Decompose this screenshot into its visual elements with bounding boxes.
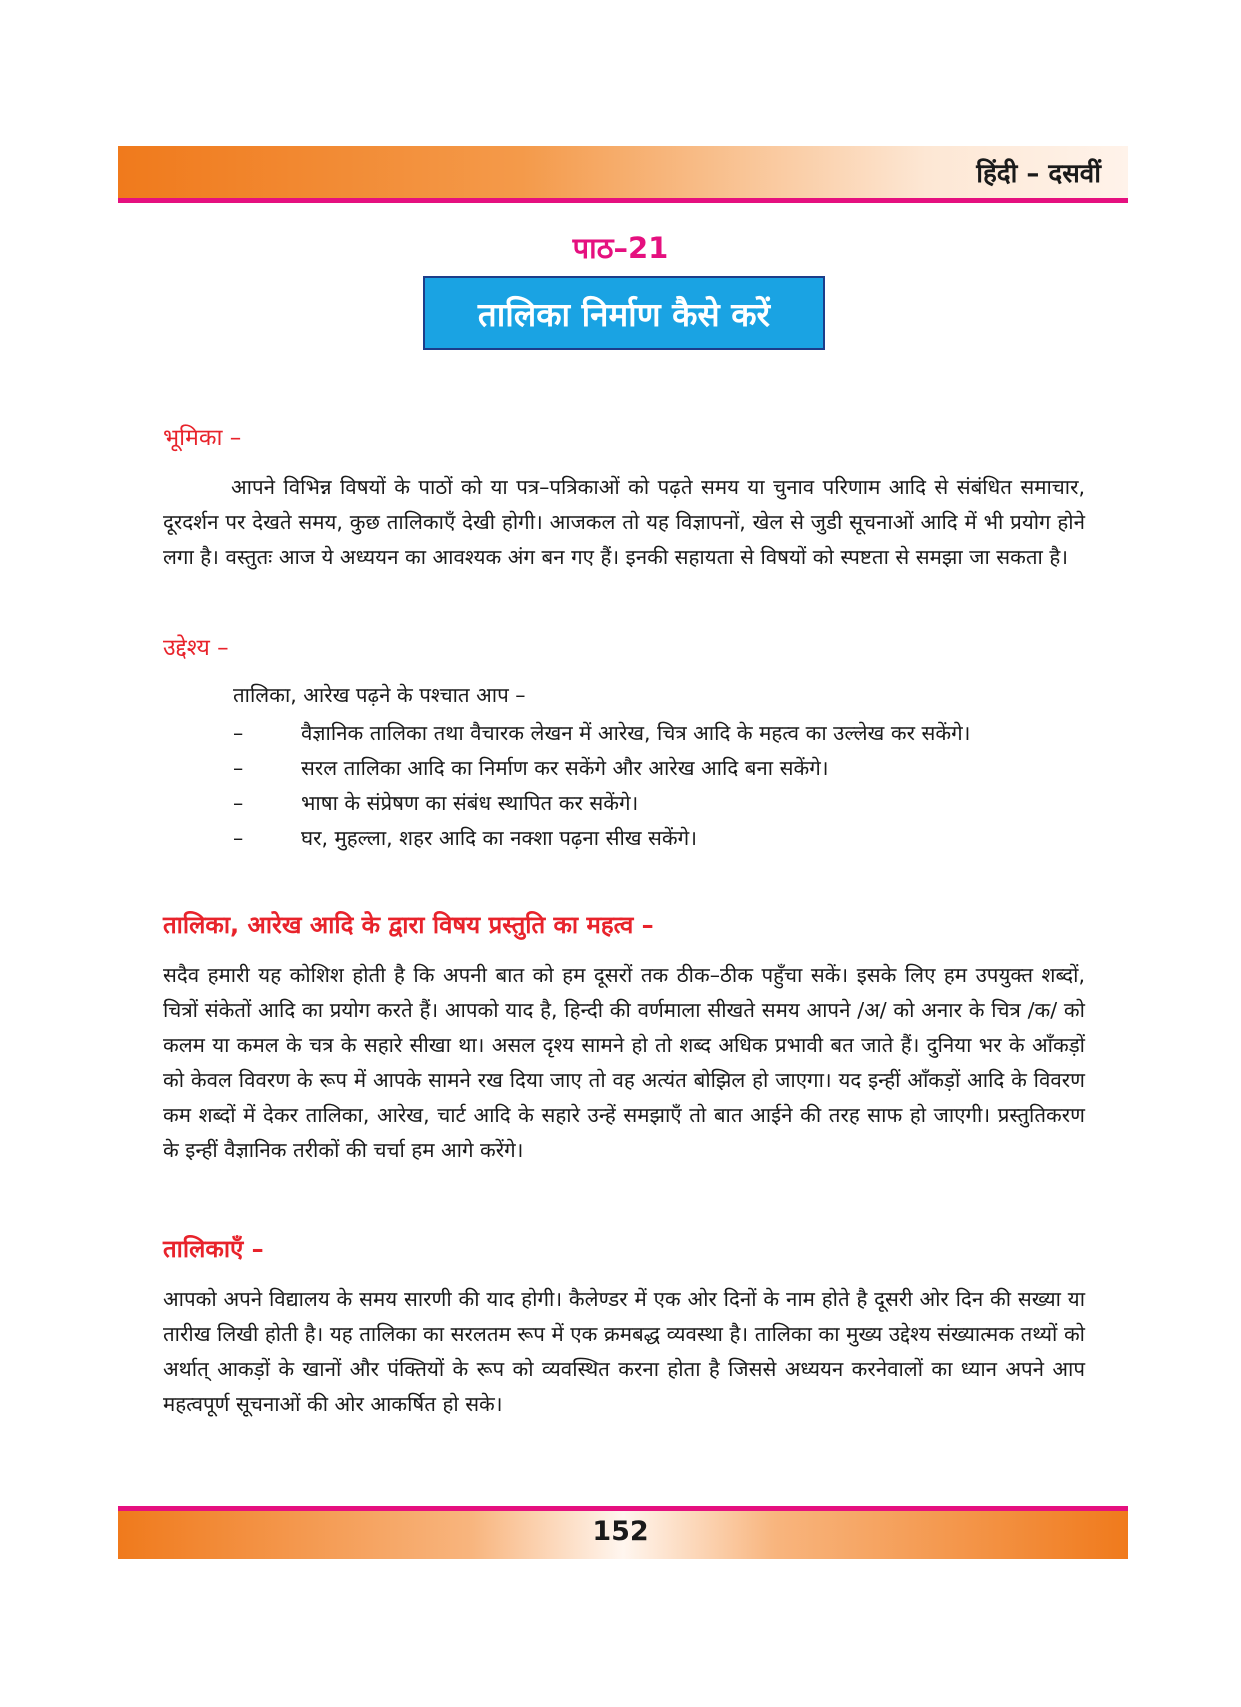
objective-text: सरल तालिका आदि का निर्माण कर सकेंगे और आरेख आदि बना सकेंगे। <box>301 756 829 780</box>
objectives-list <box>233 716 970 856</box>
objective-text: भाषा के संप्रेषण का संबंध स्थापित कर सकेंगे। <box>301 791 639 815</box>
importance-paragraph: सदैव हमारी यह कोशिश होती है कि अपनी बात को हम दूसरों तक ठीक–ठीक पहुँचा सकें। इसके लिए हम उपयुक्त शब्दों, चित्रों संकेतों आदि का प्रयोग करते हैं। आपको याद है, हिन्दी की वर्णमाला सीखते समय आपने /अ/ को अनार के चित्र /क/ को कलम या कमल के चत्र के सहारे सीखा था। असल दृश्य सामने हो तो शब्द अधिक प्रभावी बत जाते हैं। दुनिया भर के आँकड़ों को केवल विवरण के रूप में आपके सामने रख दिया जाए तो वह अत्यंत बोझिल हो जाएगा। यद इन्हीं आँकड़ों आदि के विवरण कम शब्दों में देकर तालिका, आरेख, चार्ट आदि के सहारे उन्हें समझाएँ तो बात आईने की तरह साफ हो जाएगी। प्रस्तुतिकरण के इन्हीं वैज्ञानिक तरीकों की चर्चा हम आगे करेंगे। <box>163 963 1085 1162</box>
objectives-intro: तालिका, आरेख पढ़ने के पश्चात आप – <box>233 683 526 707</box>
chapter-title-box <box>423 276 825 350</box>
objective-item <box>233 821 970 856</box>
objective-dash: – <box>233 826 244 850</box>
introduction-heading: भूमिका – <box>163 425 242 451</box>
chapter-number: पाठ–21 <box>572 231 669 265</box>
book-title: हिंदी – दसवीं <box>976 159 1101 189</box>
tables-paragraph: आपको अपने विद्यालय के समय सारणी की याद होगी। कैलेण्डर में एक ओर दिनों के नाम होते है दूसरी ओर दिन की सख्या या तारीख लिखी होती है। यह तालिका का सरलतम रूप में एक क्रमबद्ध व्यवस्था है। तालिका का मुख्य उद्देश्य संख्यात्मक तथ्यों को अर्थात् आकड़ों के खानों और पंक्तियों के रूप को व्यवस्थित करना होता है जिससे अध्ययन करनेवालों का ध्यान अपने आप महत्वपूर्ण सूचनाओं की ओर आकर्षित हो सके। <box>163 1287 1085 1416</box>
introduction-paragraph: आपने विभिन्न विषयों के पाठों को या पत्र–पत्रिकाओं को पढ़ते समय या चुनाव परिणाम आदि से संबंधित समाचार, दूरदर्शन पर देखते समय, कुछ तालिकाएँ देखी होगी। आजकल तो यह विज्ञापनों, खेल से जुडी सूचनाओं आदि में भी प्रयोग होने लगा है। वस्तुतः आज ये अध्ययन का आवश्यक अंग बन गए हैं। इनकी सहायता से विषयों को स्पष्टता से समझा जा सकता है। <box>163 475 1085 569</box>
objective-dash: – <box>233 721 244 745</box>
objective-item <box>233 716 970 751</box>
objective-item <box>233 786 970 821</box>
objective-text: घर, मुहल्ला, शहर आदि का नक्शा पढ़ना सीख सकेंगे। <box>301 826 697 850</box>
importance-heading: तालिका, आरेख आदि के द्वारा विषय प्रस्तुति का महत्व – <box>163 911 654 939</box>
objective-dash: – <box>233 756 244 780</box>
objective-dash: – <box>233 791 244 815</box>
objective-item <box>233 751 970 786</box>
objectives-heading: उद्देश्य – <box>163 635 229 661</box>
page-number: 152 <box>592 1516 649 1547</box>
chapter-title: तालिका निर्माण कैसे करें <box>477 294 771 334</box>
tables-heading: तालिकाएँ – <box>163 1235 264 1263</box>
header-divider <box>118 198 1128 203</box>
objective-text: वैज्ञानिक तालिका तथा वैचारक लेखन में आरेख, चित्र आदि के महत्व का उल्लेख कर सकेंगे। <box>301 721 971 745</box>
